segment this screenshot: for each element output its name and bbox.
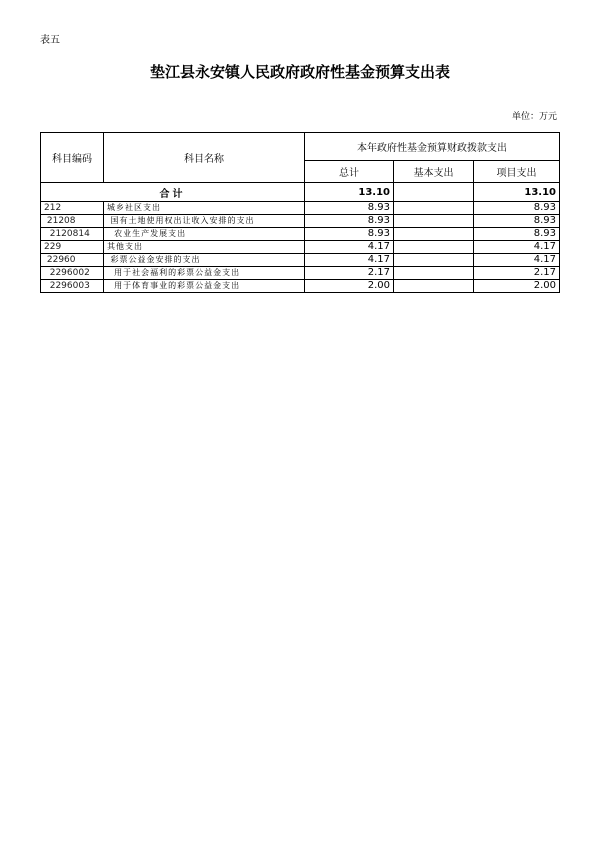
table-row (41, 241, 560, 254)
table-row (41, 254, 560, 267)
total-row (41, 183, 560, 202)
row-total: 4.17 (305, 241, 394, 254)
row-code: 2296003 (41, 280, 104, 293)
total-basic (394, 183, 474, 202)
row-code: 229 (41, 241, 104, 254)
row-code: 2296002 (41, 267, 104, 280)
header-group: 本年政府性基金预算财政拨款支出 (305, 133, 560, 161)
row-name: 用于社会福利的彩票公益金支出 (104, 267, 305, 280)
row-name: 城乡社区支出 (104, 202, 305, 215)
row-basic (394, 254, 474, 267)
header-total: 总计 (305, 161, 394, 183)
total-label: 合计 (41, 183, 305, 202)
row-project: 2.17 (474, 267, 560, 280)
row-project: 8.93 (474, 215, 560, 228)
row-project: 8.93 (474, 202, 560, 215)
table-row (41, 215, 560, 228)
row-basic (394, 215, 474, 228)
row-basic (394, 228, 474, 241)
document-title: 垫江县永安镇人民政府政府性基金预算支出表 (149, 63, 450, 81)
header-basic: 基本支出 (394, 161, 474, 183)
row-total: 2.00 (305, 280, 394, 293)
row-name: 彩票公益金安排的支出 (104, 254, 305, 267)
row-project: 4.17 (474, 241, 560, 254)
row-name: 其他支出 (104, 241, 305, 254)
table-row (41, 228, 560, 241)
row-total: 8.93 (305, 215, 394, 228)
table-row (41, 280, 560, 293)
header-code: 科目编码 (41, 133, 104, 183)
total-project: 13.10 (474, 183, 560, 202)
row-total: 2.17 (305, 267, 394, 280)
row-code: 21208 (41, 215, 104, 228)
row-total: 8.93 (305, 228, 394, 241)
row-code: 2120814 (41, 228, 104, 241)
page-label: 表五 (40, 35, 60, 46)
row-total: 4.17 (305, 254, 394, 267)
row-basic (394, 202, 474, 215)
header-name: 科目名称 (104, 133, 305, 183)
row-name: 农业生产发展支出 (104, 228, 305, 241)
budget-table (40, 132, 560, 293)
row-project: 8.93 (474, 228, 560, 241)
row-basic (394, 241, 474, 254)
row-name: 国有土地使用权出让收入安排的支出 (104, 215, 305, 228)
row-total: 8.93 (305, 202, 394, 215)
unit-label: 单位：万元 (511, 112, 557, 122)
header-project: 项目支出 (474, 161, 560, 183)
row-basic (394, 280, 474, 293)
table-row (41, 267, 560, 280)
row-name: 用于体育事业的彩票公益金支出 (104, 280, 305, 293)
row-basic (394, 267, 474, 280)
row-project: 4.17 (474, 254, 560, 267)
total-amount: 13.10 (305, 183, 394, 202)
row-code: 212 (41, 202, 104, 215)
row-code: 22960 (41, 254, 104, 267)
table-row (41, 202, 560, 215)
row-project: 2.00 (474, 280, 560, 293)
